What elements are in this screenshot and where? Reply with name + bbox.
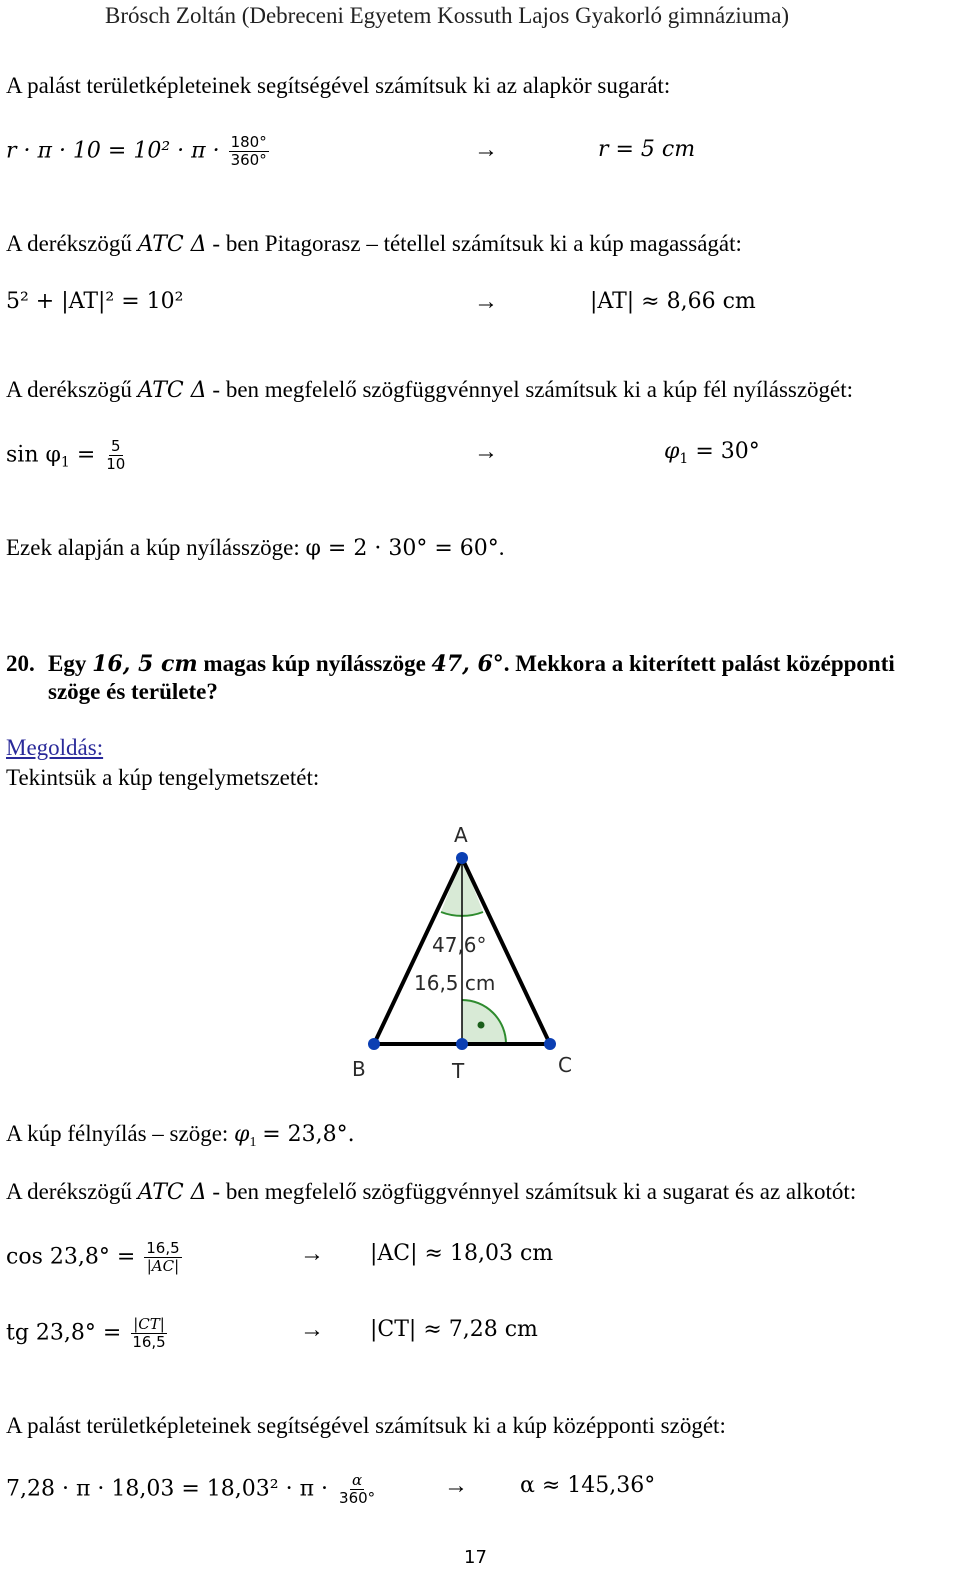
point-a: [456, 852, 468, 864]
label-c: C: [558, 1053, 572, 1077]
arrow-icon: →: [444, 1473, 468, 1499]
arrow-icon: →: [300, 1317, 324, 1343]
point-b: [368, 1038, 380, 1050]
math-inline: φ = 2 · 30° = 60°: [305, 536, 499, 561]
solution-label: Megoldás:: [6, 735, 104, 760]
equation-tangent: [6, 1316, 170, 1351]
subscript: 1: [679, 451, 689, 467]
math-inline: = 23,8°.: [262, 1122, 355, 1147]
equation-text: tg 23,8° =: [6, 1320, 122, 1346]
text-line-radius-intro: A palást területképleteinek segítségével számítsuk ki az alapkör sugarát:: [6, 73, 671, 98]
fraction: [130, 1316, 167, 1351]
arrow-icon: →: [474, 289, 498, 315]
fraction-numerator: 5: [111, 437, 121, 455]
cone-cross-section-figure: [340, 818, 600, 1088]
equation-cosine: [6, 1240, 184, 1275]
fraction: [144, 1240, 181, 1275]
math-inline: ATC Δ: [137, 378, 207, 403]
text-segment: Ezek alapján a kúp nyílásszöge:: [6, 535, 300, 560]
equation-half-angle-result: [664, 438, 760, 473]
equation-radius-result-2: |CT| ≈ 7,28 cm: [370, 1317, 538, 1342]
math-inline: 47, 6°: [431, 651, 504, 677]
point-c: [544, 1038, 556, 1050]
angle-label: 47,6°: [432, 933, 487, 957]
fraction: [229, 134, 269, 169]
fraction-denominator: 360°: [230, 151, 267, 169]
text-line-central-angle-intro: A palást területképleteinek segítségével számítsuk ki a kúp középponti szögét:: [6, 1413, 726, 1438]
fraction-denominator: 10: [106, 455, 126, 473]
text-segment: - ben megfelelő szögfüggvénnyel számítsuk ki a sugarat és az alkotót:: [212, 1179, 857, 1204]
label-b: B: [352, 1057, 366, 1081]
math-inline: ATC Δ: [137, 232, 207, 257]
text-segment: - ben megfelelő szögfüggvénnyel számítsuk ki a kúp fél nyílásszögét:: [212, 377, 854, 402]
page-header-title: Brósch Zoltán (Debreceni Egyetem Kossuth Lajos Gyakorló gimnáziuma): [105, 3, 790, 28]
right-angle-dot: [478, 1022, 485, 1029]
equation-text: r · π · 10 = 10² · π ·: [6, 138, 220, 164]
equation-radius-result: r = 5 cm: [598, 137, 696, 162]
arrow-icon: →: [474, 137, 498, 163]
equation-text: 7,28 · π · 18,03 = 18,03² · π ·: [6, 1476, 329, 1502]
fraction: [104, 438, 127, 473]
text-segment: A derékszögű: [6, 1179, 132, 1204]
fraction-denominator: 360°: [339, 1489, 376, 1507]
arrow-icon: →: [300, 1241, 324, 1267]
equation-radius-left: [6, 134, 271, 169]
label-a: A: [454, 823, 468, 847]
text-segment: A kúp félnyílás – szöge:: [6, 1121, 229, 1146]
page-number: 17: [464, 1547, 487, 1568]
equation-pythagoras: 5² + |AT|² = 10²: [6, 289, 184, 314]
arrow-icon: →: [474, 439, 498, 465]
text-segment: .: [498, 535, 505, 560]
equation-value: = 30°: [695, 439, 760, 464]
subscript: 1: [249, 1135, 257, 1150]
problem-statement-line2: szöge és területe?: [48, 679, 218, 704]
text-segment: Egy: [48, 651, 87, 676]
text-line-radius-generatrix-intro: [6, 1178, 856, 1207]
problem-statement-line1: [48, 650, 895, 678]
equation-central-angle-result: α ≈ 145,36°: [520, 1473, 656, 1498]
text-segment: . Mekkora a kiterített palást középponti: [503, 651, 895, 676]
text-line-half-angle-intro: [6, 376, 853, 405]
text-segment: magas kúp nyílásszöge: [203, 651, 426, 676]
fraction-numerator: |CT|: [133, 1315, 165, 1333]
subscript: 1: [60, 454, 70, 471]
text-segment: A derékszögű: [6, 377, 132, 402]
math-inline: ATC Δ: [137, 1180, 207, 1205]
equation-sine: [6, 438, 129, 477]
text-line-aperture-result: [6, 534, 505, 563]
label-t: T: [452, 1059, 465, 1083]
problem-number: 20.: [6, 651, 35, 676]
text-line-half-angle: [6, 1120, 355, 1157]
phi-symbol: φ: [664, 439, 680, 464]
solution-intro: Tekintsük a kúp tengelymetszetét:: [6, 765, 320, 790]
equation-text: cos 23,8° =: [6, 1244, 136, 1270]
fraction-numerator: 16,5: [146, 1239, 180, 1257]
fraction-denominator: 16,5: [132, 1333, 166, 1351]
equation-central-angle: [6, 1472, 379, 1507]
equals-sign: =: [76, 442, 96, 468]
text-line-height-intro: [6, 230, 742, 259]
point-t: [456, 1038, 468, 1050]
math-inline: 16, 5 cm: [92, 651, 198, 677]
equation-text: sin φ: [6, 442, 61, 468]
equation-height-result: |AT| ≈ 8,66 cm: [590, 289, 756, 314]
fraction-denominator: |AC|: [146, 1257, 180, 1275]
fraction: [337, 1472, 377, 1507]
fraction-numerator: α: [352, 1471, 363, 1489]
text-segment: A derékszögű: [6, 231, 132, 256]
equation-generatrix-result: |AC| ≈ 18,03 cm: [370, 1241, 554, 1266]
fraction-numerator: 180°: [230, 133, 267, 151]
phi-symbol: φ: [234, 1122, 250, 1147]
text-segment: - ben Pitagorasz – tétellel számítsuk ki a kúp magasságát:: [212, 231, 742, 256]
height-label: 16,5 cm: [414, 971, 496, 995]
